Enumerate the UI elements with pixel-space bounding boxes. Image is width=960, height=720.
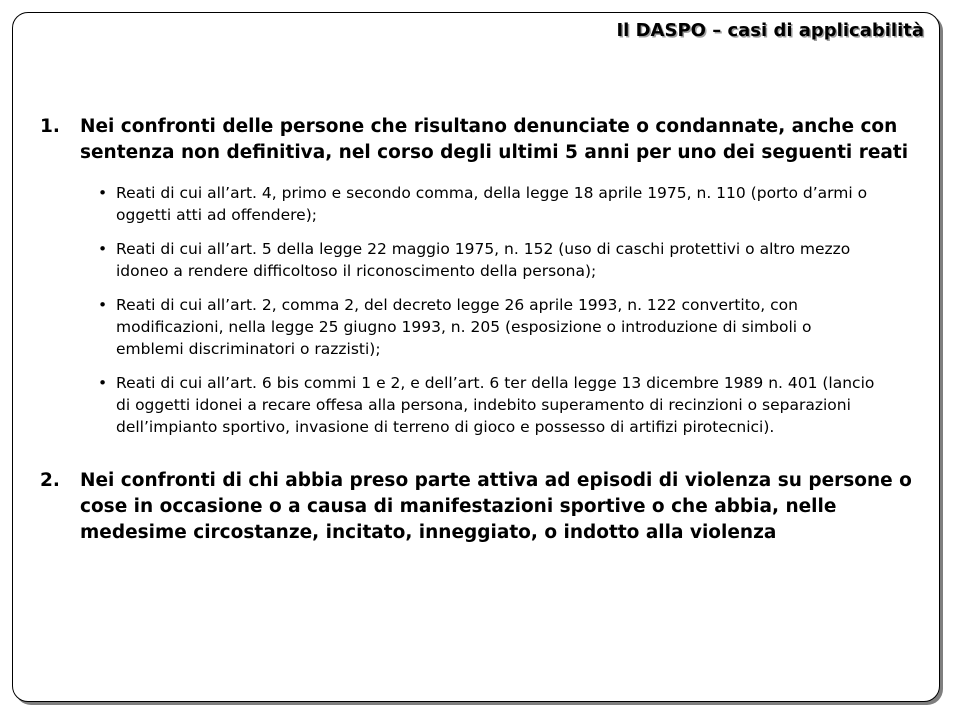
bullet-text: Reati di cui all’art. 6 bis commi 1 e 2, e dell’art. 6 ter della legge 13 dicembre 1989 n. 401 (lancio di oggetti idonei a recare offesa alla persona, indebito superamento di recinzioni o separazioni dell’impianto sportivo, invasione di terreno di gioco e possesso di artifizi pirotecnici). <box>116 374 875 436</box>
bullet-dot-icon: • <box>98 184 108 202</box>
bullet-item <box>98 372 878 438</box>
bullet-dot-icon: • <box>98 240 108 258</box>
point-2-number: 2. <box>40 470 60 491</box>
bullet-item <box>98 294 878 360</box>
bullet-dot-icon: • <box>98 374 108 392</box>
bullet-text: Reati di cui all’art. 5 della legge 22 maggio 1975, n. 152 (uso di caschi protettivi o altro mezzo idoneo a rendere difficoltoso il riconoscimento della persona); <box>116 240 851 280</box>
bullet-item <box>98 182 878 226</box>
bullet-text: Reati di cui all’art. 2, comma 2, del decreto legge 26 aprile 1993, n. 122 convertito, con modificazioni, nella legge 25 giugno 1993, n. 205 (esposizione o introduzione di simboli o emblemi discriminatori o razzisti); <box>116 296 812 358</box>
bullet-text: Reati di cui all’art. 4, primo e secondo comma, della legge 18 aprile 1975, n. 110 (porto d’armi o oggetti atti ad offendere); <box>116 184 868 224</box>
point-1-bullet-list <box>40 182 878 438</box>
point-1-number: 1. <box>40 116 60 137</box>
slide-content <box>40 114 920 546</box>
slide-title: Il DASPO – casi di applicabilità <box>616 20 924 41</box>
bullet-item <box>98 238 878 282</box>
bullet-dot-icon: • <box>98 296 108 314</box>
point-2-text: Nei confronti di chi abbia preso parte attiva ad episodi di violenza su persone o cose in occasione o a causa di manifestazioni sportive o che abbia, nelle medesime circostanze, incitato, inneggiato, o indotto alla violenza <box>80 470 912 543</box>
point-1-text: Nei confronti delle persone che risultano denunciate o condannate, anche con sentenza non definitiva, nel corso degli ultimi 5 anni per uno dei seguenti reati <box>80 116 909 163</box>
point-1 <box>40 114 920 166</box>
point-2 <box>40 468 920 546</box>
